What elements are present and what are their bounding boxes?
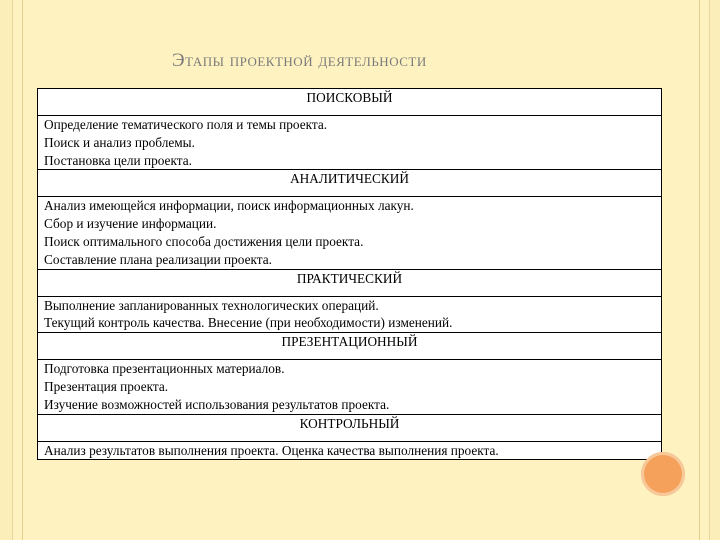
stage-line: Поиск оптимального способа достижения цели проекта. — [44, 233, 364, 249]
stages-table — [37, 88, 662, 460]
stage-line: Презентация проекта. — [44, 378, 169, 394]
stage-body — [38, 360, 662, 414]
stage-body — [38, 197, 662, 269]
stage-header-row — [38, 170, 662, 197]
stage-body — [38, 296, 662, 333]
stage-line: Поиск и анализ проблемы. — [44, 134, 195, 150]
stage-header: КОНТРОЛЬНЫЙ — [38, 414, 662, 441]
stage-body-row — [38, 197, 662, 269]
stage-header: ПРАКТИЧЕСКИЙ — [38, 269, 662, 296]
stage-body-row — [38, 116, 662, 170]
stage-line: Постановка цели проекта. — [44, 152, 192, 168]
stage-line: Определение тематического поля и темы проекта. — [44, 117, 328, 132]
stage-line: Анализ имеющейся информации, поиск информационных лакун. — [44, 198, 414, 214]
stage-body-row — [38, 441, 662, 460]
stage-header: ПРЕЗЕНТАЦИОННЫЙ — [38, 333, 662, 360]
stage-line: Составление плана реализации проекта. — [44, 251, 272, 267]
stage-body-row — [38, 360, 662, 414]
stage-header: ПОИСКОВЫЙ — [38, 89, 662, 116]
stage-body-row — [38, 296, 662, 333]
stage-header: АНАЛИТИЧЕСКИЙ — [38, 170, 662, 197]
stage-header-row — [38, 333, 662, 360]
stage-header-row — [38, 89, 662, 116]
page-title: Этапы проектной деятельности — [172, 50, 427, 71]
stage-line: Анализ результатов выполнения проекта. Оценка качества выполнения проекта. — [44, 442, 499, 458]
stage-body — [38, 441, 662, 460]
decorative-circle — [641, 452, 685, 496]
stage-line: Сбор и изучение информации. — [44, 216, 217, 232]
stage-body — [38, 116, 662, 170]
stage-header-row — [38, 414, 662, 441]
stage-line: Изучение возможностей использования результатов проекта. — [44, 396, 390, 412]
stage-header-row — [38, 269, 662, 296]
stage-line: Выполнение запланированных технологических операций. — [44, 297, 379, 313]
stage-line: Текущий контроль качества. Внесение (при необходимости) изменений. — [44, 315, 453, 331]
stage-line: Подготовка презентационных материалов. — [44, 361, 285, 377]
